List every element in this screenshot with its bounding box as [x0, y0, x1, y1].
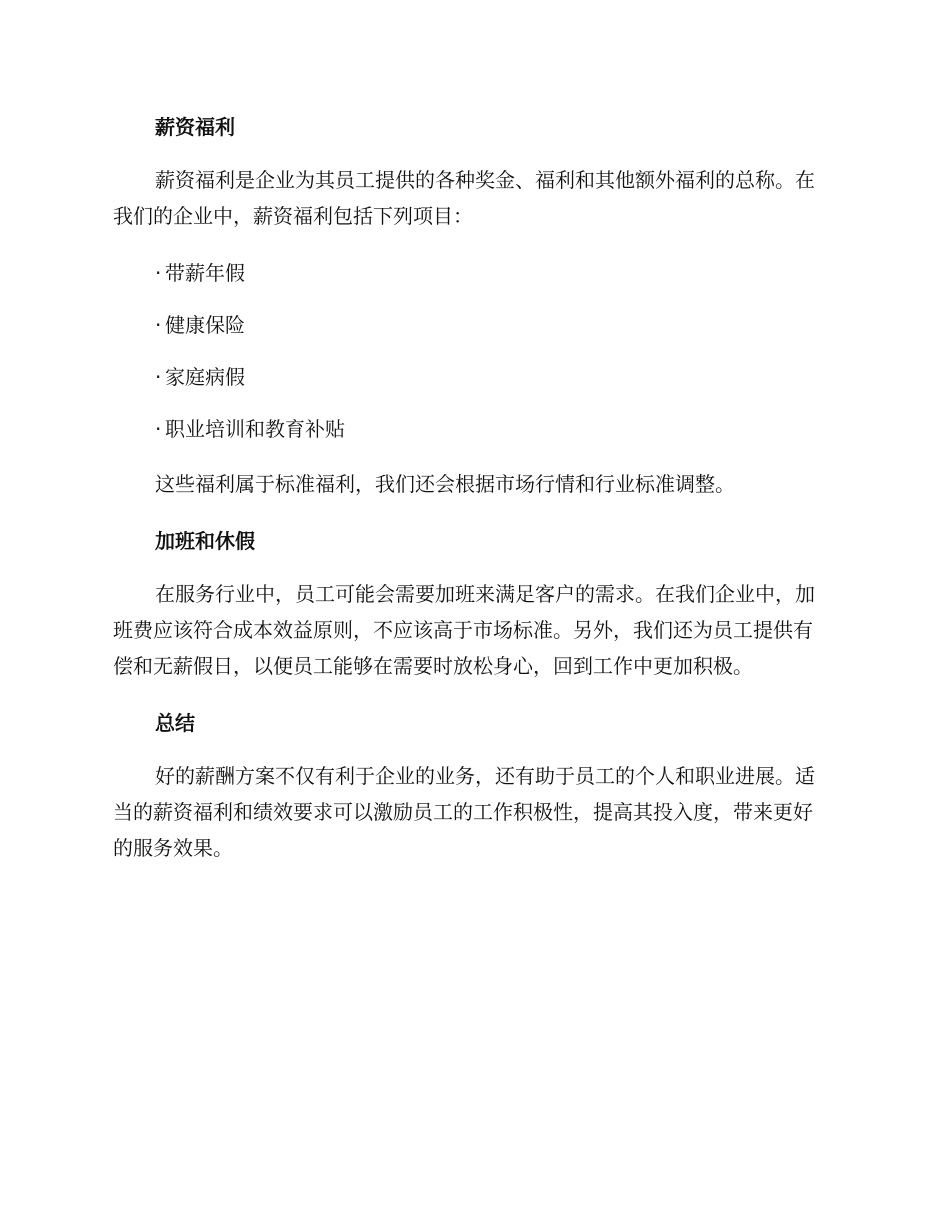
benefit-item	[113, 414, 830, 444]
summary-body: 好的薪酬方案不仅有利于企业的业务，还有助于员工的个人和职业进展。适当的薪资福利和绩效要求可以激励员工的工作积极性，提高其投入度，带来更好的服务效果。	[113, 764, 815, 860]
benefit-item	[113, 310, 830, 340]
bullet-dot: ·	[155, 261, 162, 285]
benefit-item	[113, 258, 830, 288]
section-heading-overtime-leave: 加班和休假	[155, 529, 255, 553]
bullet-dot: ·	[155, 417, 162, 441]
benefit-item	[113, 362, 830, 392]
benefit-item-label: 家庭病假	[165, 365, 245, 389]
overtime-leave-body: 在服务行业中，员工可能会需要加班来满足客户的需求。在我们企业中，加班费应该符合成本效益原则，不应该高于市场标准。另外，我们还为员工提供有偿和无薪假日，以便员工能够在需要时放松身心，回到工作中更加积极。	[113, 582, 815, 678]
salary-benefits-outro: 这些福利属于标准福利，我们还会根据市场行情和行业标准调整。	[155, 472, 735, 496]
salary-benefits-intro: 薪资福利是企业为其员工提供的各种奖金、福利和其他额外福利的总称。在我们的企业中，薪资福利包括下列项目：	[113, 168, 815, 228]
bullet-dot: ·	[155, 365, 162, 389]
section-heading-salary-benefits: 薪资福利	[155, 115, 235, 139]
section-heading-summary: 总结	[155, 711, 195, 735]
benefit-item-label: 带薪年假	[165, 261, 245, 285]
bullet-dot: ·	[155, 313, 162, 337]
benefit-item-label: 健康保险	[165, 313, 245, 337]
benefit-item-label: 职业培训和教育补贴	[165, 417, 345, 441]
